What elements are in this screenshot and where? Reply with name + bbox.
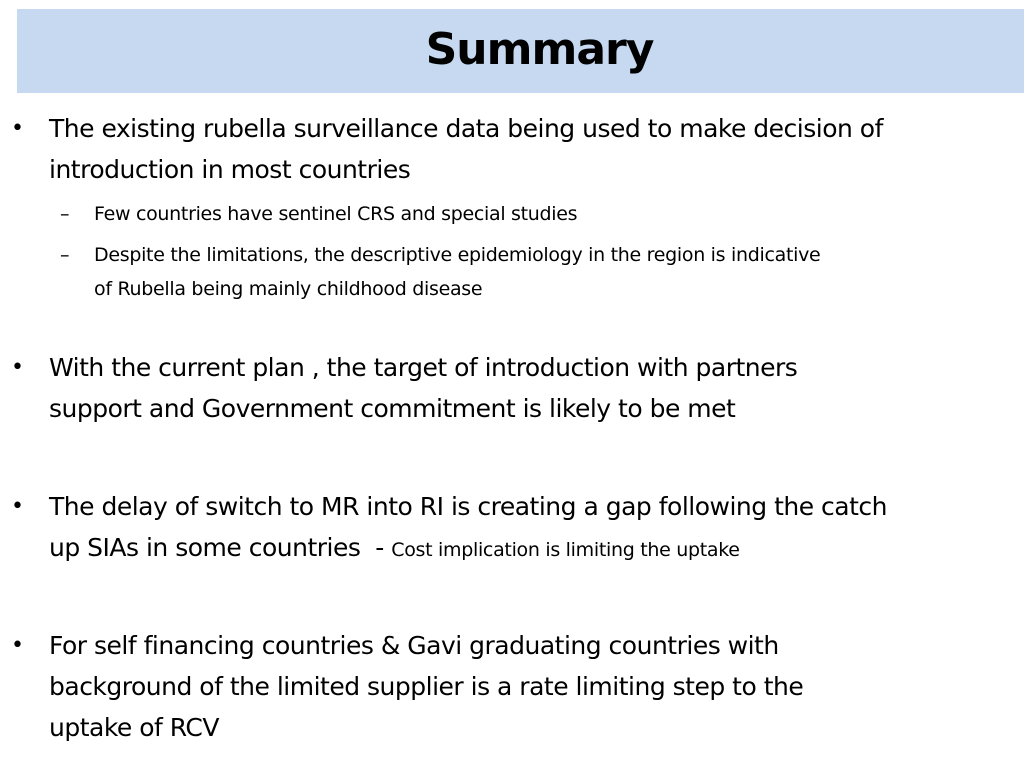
- bullet-marker: •: [11, 494, 24, 519]
- sub-bullet-marker: –: [60, 203, 70, 225]
- bullet-3-line-2: [49, 527, 1014, 571]
- bullet-3-line-1: The delay of switch to MR into RI is creating a gap following the catch: [49, 492, 887, 521]
- bullet-2: [49, 347, 1014, 429]
- bullet-2-line-1: With the current plan , the target of introduction with partners: [49, 353, 798, 382]
- sub-bullet-2: [94, 238, 1009, 306]
- bullet-1-line-1: The existing rubella surveillance data being used to make decision of: [49, 114, 883, 143]
- bullet-2-line-2: support and Government commitment is likely to be met: [49, 394, 736, 423]
- bullet-4: [49, 625, 1014, 748]
- bullet-marker: •: [11, 355, 24, 380]
- sub-bullet-2-line-2: of Rubella being mainly childhood disease: [94, 278, 483, 300]
- bullet-marker: •: [11, 116, 24, 141]
- bullet-1-line-2: introduction in most countries: [49, 155, 411, 184]
- bullet-4-line-2: background of the limited supplier is a rate limiting step to the: [49, 672, 804, 701]
- bullet-1: [49, 108, 1014, 190]
- sub-bullet-2-line-1: Despite the limitations, the descriptive epidemiology in the region is indicative: [94, 244, 821, 266]
- bullet-4-line-1: For self financing countries & Gavi graduating countries with: [49, 631, 779, 660]
- sub-bullet-1: [94, 197, 1009, 231]
- bullet-4-line-3: uptake of RCV: [49, 713, 219, 742]
- slide-title: Summary: [425, 23, 654, 75]
- sub-bullet-1-line-1: Few countries have sentinel CRS and special studies: [94, 203, 578, 225]
- bullet-marker: •: [11, 633, 24, 658]
- sub-bullet-marker: –: [60, 244, 70, 266]
- bullet-3: [49, 486, 1014, 571]
- bullet-3-line-2-note: Cost implication is limiting the uptake: [391, 539, 740, 561]
- bullet-3-line-2-main: up SIAs in some countries -: [49, 533, 392, 562]
